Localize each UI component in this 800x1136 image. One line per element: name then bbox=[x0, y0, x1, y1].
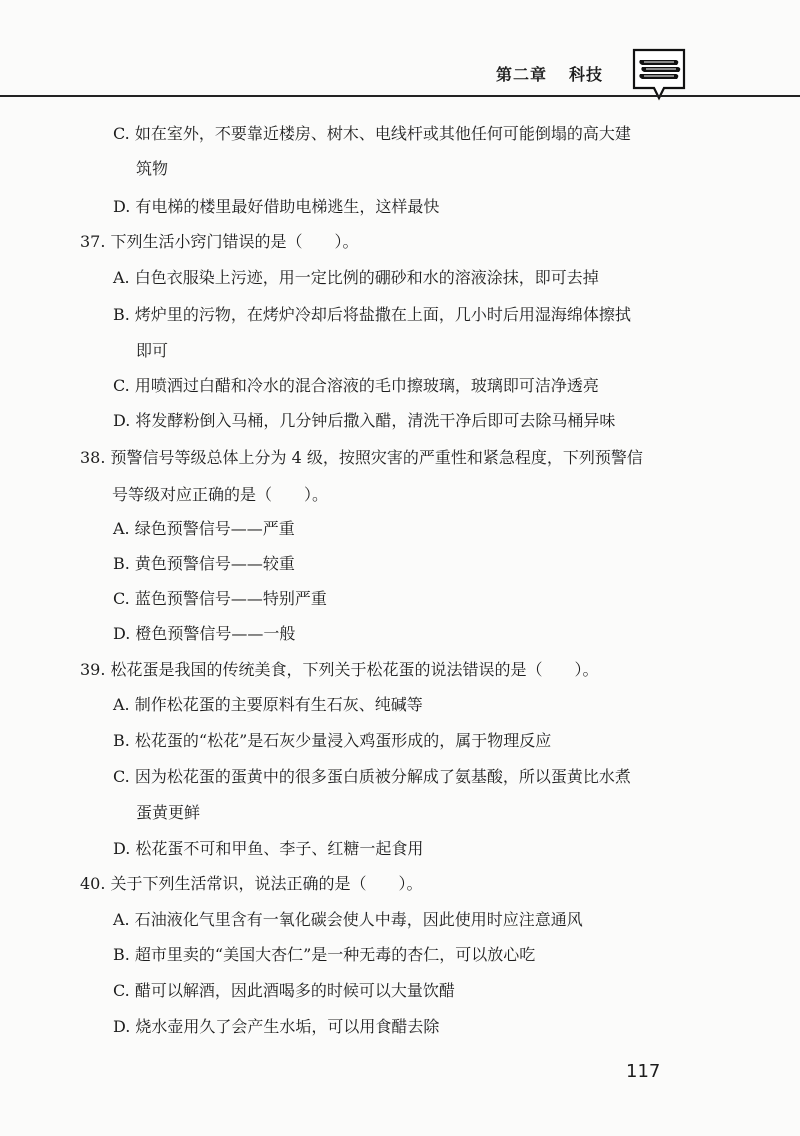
page-number: 117 bbox=[626, 1061, 661, 1082]
q40-option-d: D. 烧水壶用久了会产生水垢，可以用食醋去除 bbox=[113, 1017, 440, 1036]
chapter-topic: 科技 bbox=[569, 65, 604, 84]
q39-option-c-continued: 蛋黄更鲜 bbox=[136, 803, 201, 822]
q38-option-d: D. 橙色预警信号——一般 bbox=[113, 624, 296, 643]
chapter-heading bbox=[496, 62, 603, 85]
q37-option-b: B. 烤炉里的污物，在烤炉冷却后将盐撒在上面，几小时后用湿海绵体擦拭 bbox=[113, 305, 631, 324]
q37-option-a: A. 白色衣服染上污迹，用一定比例的硼砂和水的溶液涂抹，即可去掉 bbox=[113, 268, 599, 287]
question-38: 38. 预警信号等级总体上分为 4 级，按照灾害的严重性和紧急程度，下列预警信 bbox=[80, 448, 643, 467]
q37-option-d: D. 将发酵粉倒入马桶，几分钟后撒入醋，清洗干净后即可去除马桶异味 bbox=[113, 411, 616, 430]
q39-option-d: D. 松花蛋不可和甲鱼、李子、红糖一起食用 bbox=[113, 839, 424, 858]
question-39: 39. 松花蛋是我国的传统美食，下列关于松花蛋的说法错误的是（ ）。 bbox=[80, 660, 599, 679]
q38-option-a: A. 绿色预警信号——严重 bbox=[113, 519, 295, 538]
q38-option-b: B. 黄色预警信号——较重 bbox=[113, 554, 295, 573]
q36-option-c: C. 如在室外，不要靠近楼房、树木、电线杆或其他任何可能倒塌的高大建 bbox=[113, 124, 631, 143]
chapter-label: 第二章 bbox=[496, 65, 548, 84]
book-stack-icon bbox=[630, 46, 688, 102]
page-header bbox=[0, 0, 800, 100]
q39-option-c: C. 因为松花蛋的蛋黄中的很多蛋白质被分解成了氨基酸，所以蛋黄比水煮 bbox=[113, 767, 631, 786]
q40-option-a: A. 石油液化气里含有一氧化碳会使人中毒，因此使用时应注意通风 bbox=[113, 910, 583, 929]
q39-option-a: A. 制作松花蛋的主要原料有生石灰、纯碱等 bbox=[113, 695, 423, 714]
q37-option-c: C. 用喷洒过白醋和冷水的混合溶液的毛巾擦玻璃，玻璃即可洁净透亮 bbox=[113, 376, 599, 395]
question-37: 37. 下列生活小窍门错误的是（ ）。 bbox=[80, 232, 359, 251]
q40-option-b: B. 超市里卖的“美国大杏仁”是一种无毒的杏仁，可以放心吃 bbox=[113, 945, 536, 964]
q39-option-b: B. 松花蛋的“松花”是石灰少量浸入鸡蛋形成的，属于物理反应 bbox=[113, 731, 552, 750]
question-40: 40. 关于下列生活常识，说法正确的是（ ）。 bbox=[80, 874, 423, 893]
q38-option-c: C. 蓝色预警信号——特别严重 bbox=[113, 589, 327, 608]
header-divider bbox=[0, 95, 800, 97]
question-38-continued: 号等级对应正确的是（ ）。 bbox=[112, 485, 329, 504]
q40-option-c: C. 醋可以解酒，因此酒喝多的时候可以大量饮醋 bbox=[113, 981, 455, 1000]
q36-option-d: D. 有电梯的楼里最好借助电梯逃生，这样最快 bbox=[113, 197, 440, 216]
q36-option-c-continued: 筑物 bbox=[136, 159, 169, 178]
q37-option-b-continued: 即可 bbox=[136, 341, 169, 360]
